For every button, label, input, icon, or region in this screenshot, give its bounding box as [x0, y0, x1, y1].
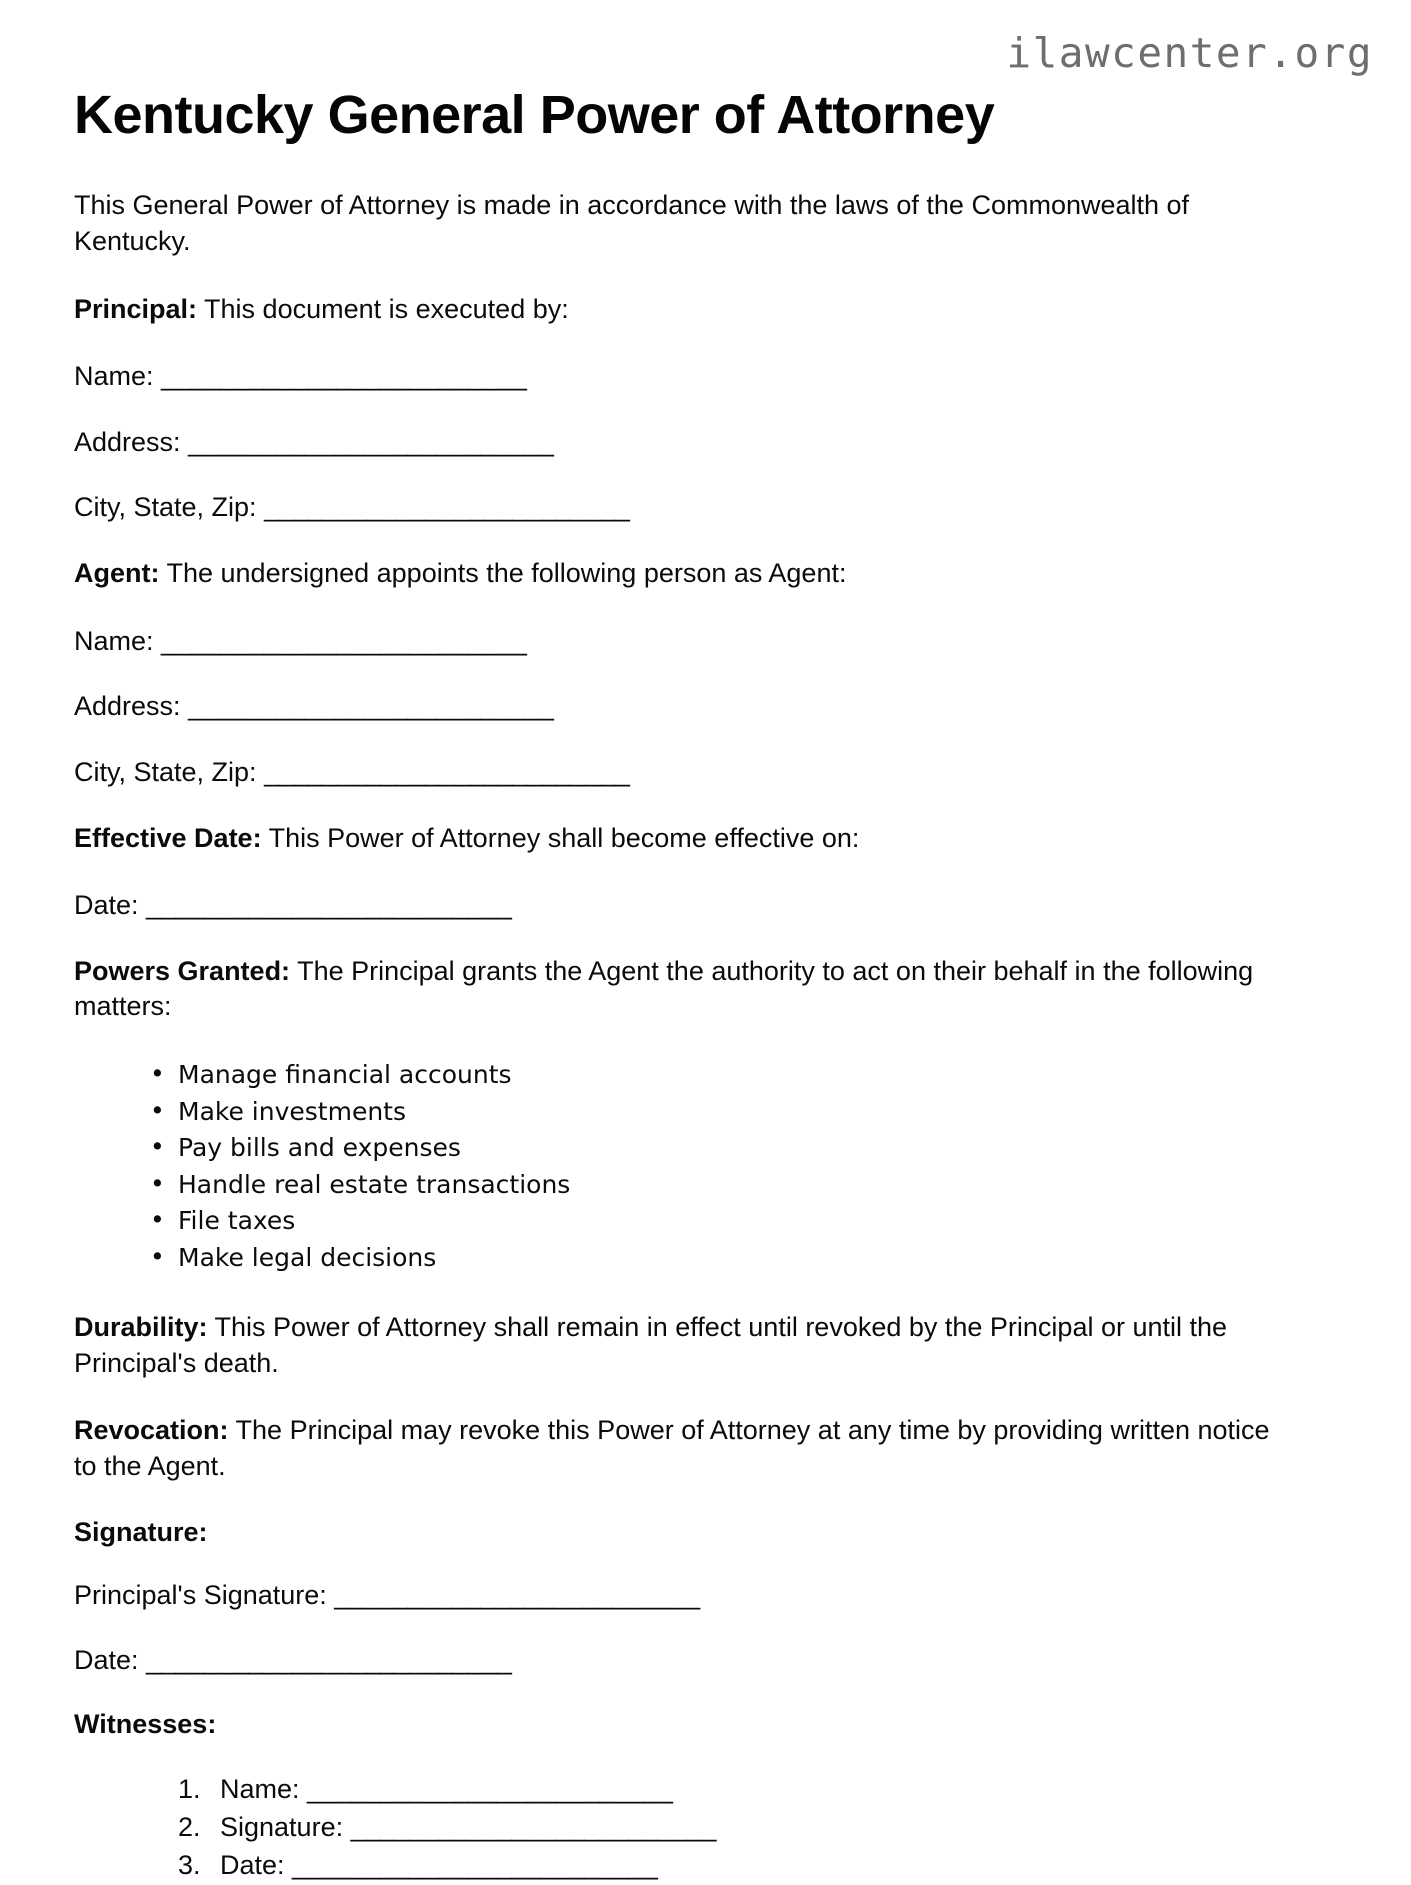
agent-address-field	[74, 689, 1344, 725]
effective-date-date-label: Date:	[74, 890, 147, 921]
agent-heading-paragraph	[74, 556, 1274, 592]
witness-signature-blank[interactable]: _________________________	[350, 1812, 716, 1843]
revocation-paragraph	[74, 1413, 1274, 1484]
witnesses-list	[74, 1770, 1344, 1885]
effective-date-label: Effective Date:	[74, 822, 262, 853]
powers-list	[74, 1057, 1344, 1276]
principal-name-field	[74, 359, 1344, 395]
effective-date-blank[interactable]: _________________________	[146, 890, 512, 921]
site-watermark: ilawcenter.org	[1006, 29, 1373, 77]
signature-date-label: Date:	[74, 1645, 147, 1676]
principal-address-field	[74, 425, 1344, 461]
effective-date-field	[74, 888, 1344, 924]
revocation-text: The Principal may revoke this Power of Attorney at any time by providing written notice to the Agent.	[74, 1415, 1270, 1481]
agent-city-state-zip-field	[74, 755, 1344, 791]
principal-signature-blank[interactable]: _________________________	[334, 1579, 700, 1610]
page-title: Kentucky General Power of Attorney	[74, 85, 995, 145]
list-item	[178, 1808, 1344, 1846]
powers-granted-label: Powers Granted:	[74, 955, 291, 986]
list-item	[178, 1846, 1344, 1884]
durability-label: Durability:	[74, 1312, 208, 1343]
durability-text: This Power of Attorney shall remain in effect until revoked by the Principal or until the Principal's death.	[74, 1312, 1228, 1378]
effective-date-text: This Power of Attorney shall become effective on:	[261, 822, 860, 853]
principal-heading-paragraph	[74, 292, 1274, 328]
signature-date-blank[interactable]: _________________________	[146, 1645, 512, 1676]
agent-name-blank[interactable]: _________________________	[161, 625, 527, 656]
principal-name-label: Name:	[74, 361, 162, 392]
durability-paragraph	[74, 1310, 1274, 1381]
agent-name-field	[74, 624, 1344, 660]
principal-city-state-zip-field	[74, 490, 1344, 526]
agent-name-label: Name:	[74, 625, 162, 656]
signature-date-field	[74, 1643, 1344, 1679]
principal-signature-label: Principal's Signature:	[74, 1579, 335, 1610]
powers-granted-paragraph	[74, 954, 1274, 1025]
principal-address-blank[interactable]: _________________________	[188, 426, 554, 457]
document-content	[74, 86, 1344, 1885]
principal-name-blank[interactable]: _________________________	[161, 361, 527, 392]
list-item: • File taxes	[150, 1203, 1344, 1240]
list-item: • Manage financial accounts	[150, 1057, 1344, 1094]
principal-label: Principal:	[74, 293, 198, 324]
witnesses-heading: Witnesses:	[74, 1708, 217, 1739]
list-item	[178, 1770, 1344, 1808]
list-item: • Pay bills and expenses	[150, 1130, 1344, 1167]
principal-city-label: City, State, Zip:	[74, 492, 265, 523]
intro-paragraph: This General Power of Attorney is made in accordance with the laws of the Commonwealth of Kentucky.	[74, 190, 1190, 256]
effective-date-heading-paragraph	[74, 821, 1274, 857]
witness-date-label: Date:	[220, 1850, 293, 1881]
witness-signature-label: Signature:	[220, 1812, 351, 1843]
revocation-label: Revocation:	[74, 1415, 229, 1446]
agent-label: Agent:	[74, 558, 160, 589]
principal-text: This document is executed by:	[197, 293, 569, 324]
list-item: • Handle real estate transactions	[150, 1167, 1344, 1204]
principal-signature-field	[74, 1578, 1344, 1614]
list-item: • Make legal decisions	[150, 1240, 1344, 1277]
witness-date-blank[interactable]: _________________________	[292, 1850, 658, 1881]
agent-city-blank[interactable]: _________________________	[264, 756, 630, 787]
principal-city-blank[interactable]: _________________________	[264, 492, 630, 523]
powers-granted-text: The Principal grants the Agent the authority to act on their behalf in the following matters:	[74, 955, 1254, 1022]
principal-address-label: Address:	[74, 426, 189, 457]
agent-text: The undersigned appoints the following person as Agent:	[159, 558, 847, 589]
agent-address-label: Address:	[74, 691, 189, 722]
agent-city-label: City, State, Zip:	[74, 756, 265, 787]
witness-name-label: Name:	[220, 1773, 308, 1804]
list-item: • Make investments	[150, 1094, 1344, 1131]
signature-heading: Signature:	[74, 1516, 208, 1547]
witness-name-blank[interactable]: _________________________	[307, 1773, 673, 1804]
agent-address-blank[interactable]: _________________________	[188, 691, 554, 722]
